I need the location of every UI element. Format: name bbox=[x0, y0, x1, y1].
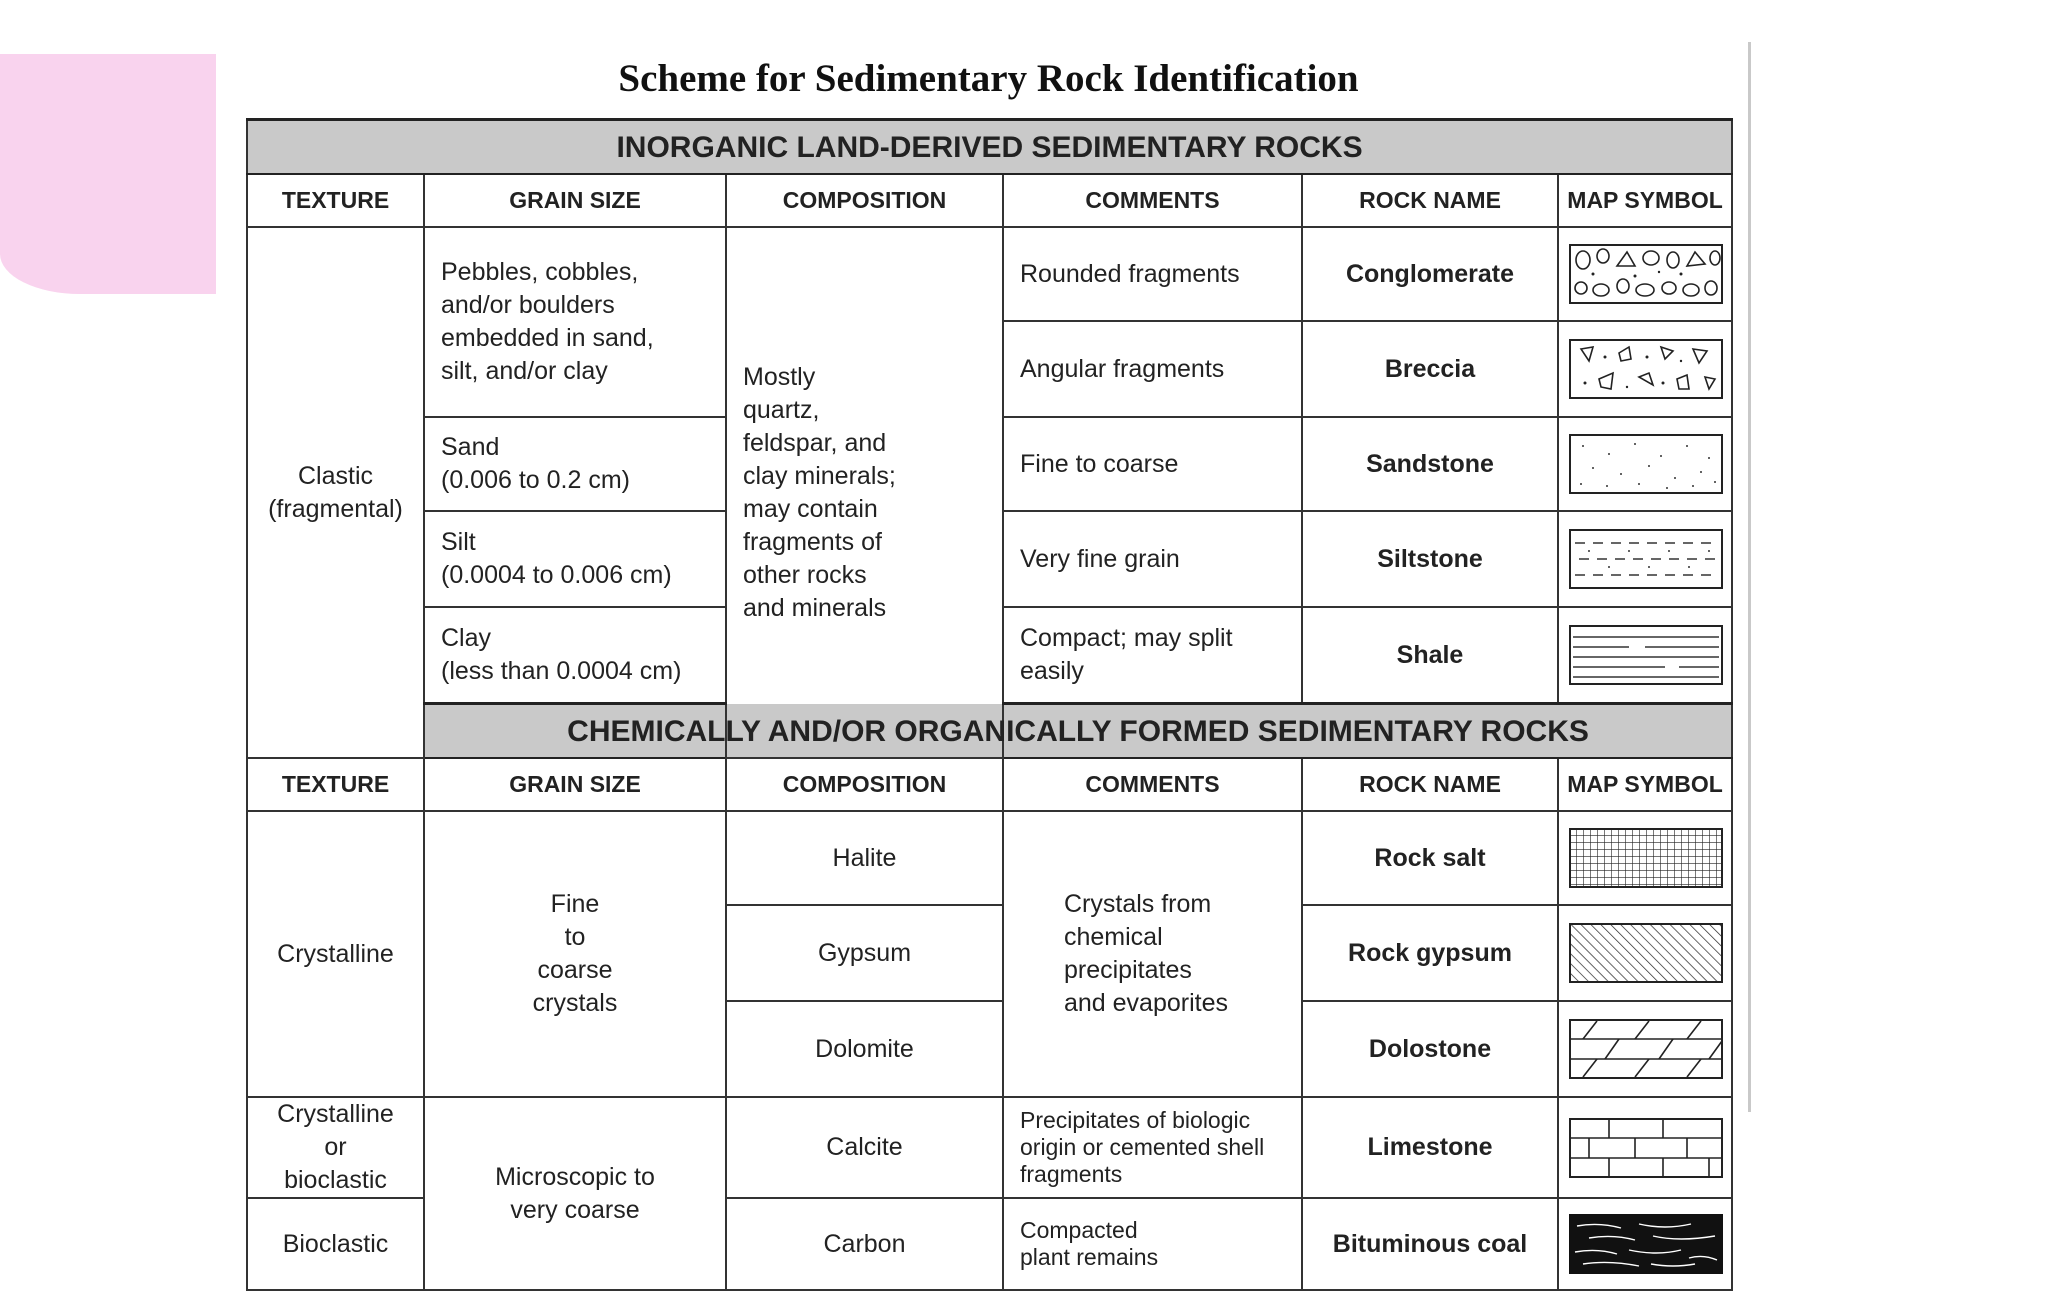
comment-cell: Precipitates of biologic origin or cemented shell fragments bbox=[1003, 1097, 1302, 1198]
texture-cell: Bioclastic bbox=[247, 1198, 424, 1290]
shale-symbol-icon bbox=[1569, 625, 1723, 685]
header-map-symbol: MAP SYMBOL bbox=[1558, 174, 1732, 227]
texture-cell: Crystalline or bioclastic bbox=[247, 1097, 424, 1198]
header-composition: COMPOSITION bbox=[726, 758, 1003, 811]
rock-name-cell: Shale bbox=[1302, 607, 1558, 704]
table-row bbox=[247, 1097, 1732, 1198]
map-symbol-cell bbox=[1558, 1198, 1732, 1290]
header-comments: COMMENTS bbox=[1003, 758, 1302, 811]
header-grain-size: GRAIN SIZE bbox=[424, 758, 726, 811]
map-symbol-cell bbox=[1558, 1097, 1732, 1198]
rock-identification-table bbox=[246, 118, 1733, 1291]
comment-cell: Crystals from chemical precipitates and evaporites bbox=[1003, 811, 1302, 1097]
composition-cell: Carbon bbox=[726, 1198, 1003, 1290]
header-texture: TEXTURE bbox=[247, 758, 424, 811]
comment-cell: Angular fragments bbox=[1003, 321, 1302, 417]
table-row bbox=[247, 811, 1732, 905]
comment-cell: Very fine grain bbox=[1003, 511, 1302, 607]
grain-size-cell: Pebbles, cobbles, and/or boulders embedded in sand, silt, and/or clay bbox=[424, 227, 726, 417]
texture-cell: Crystalline bbox=[247, 811, 424, 1097]
decorative-pink-shape bbox=[0, 54, 216, 294]
coal-symbol-icon bbox=[1569, 1214, 1723, 1274]
composition-cell: Gypsum bbox=[726, 905, 1003, 1001]
column-header-row bbox=[247, 758, 1732, 811]
dolostone-symbol-icon bbox=[1569, 1019, 1723, 1079]
chemical-section-title: CHEMICALLY AND/OR ORGANICALLY FORMED SEDIMENTARY ROCKS bbox=[424, 704, 1732, 759]
rock-name-cell: Limestone bbox=[1302, 1097, 1558, 1198]
header-texture: TEXTURE bbox=[247, 174, 424, 227]
header-rock-name: ROCK NAME bbox=[1302, 758, 1558, 811]
rock-name-cell: Dolostone bbox=[1302, 1001, 1558, 1097]
page-title: Scheme for Sedimentary Rock Identification bbox=[618, 57, 1359, 100]
header-grain-size: GRAIN SIZE bbox=[424, 174, 726, 227]
header-rock-name: ROCK NAME bbox=[1302, 174, 1558, 227]
map-symbol-cell bbox=[1558, 417, 1732, 511]
rock-salt-symbol-icon bbox=[1569, 828, 1723, 888]
texture-cell: Clastic (fragmental) bbox=[247, 227, 424, 758]
header-comments: COMMENTS bbox=[1003, 174, 1302, 227]
rock-name-cell: Siltstone bbox=[1302, 511, 1558, 607]
column-header-row bbox=[247, 174, 1732, 227]
comment-cell: Compact; may split easily bbox=[1003, 607, 1302, 704]
grain-size-cell: Microscopic to very coarse bbox=[424, 1097, 726, 1290]
composition-cell: Dolomite bbox=[726, 1001, 1003, 1097]
table-row bbox=[247, 227, 1732, 321]
rock-gypsum-symbol-icon bbox=[1569, 923, 1723, 983]
comment-cell: Compacted plant remains bbox=[1003, 1198, 1302, 1290]
inorganic-section-title: INORGANIC LAND-DERIVED SEDIMENTARY ROCKS bbox=[247, 120, 1732, 175]
rock-name-cell: Rock salt bbox=[1302, 811, 1558, 905]
grain-size-cell: Sand (0.006 to 0.2 cm) bbox=[424, 417, 726, 511]
siltstone-symbol-icon bbox=[1569, 529, 1723, 589]
slide-divider-line bbox=[1748, 42, 1751, 1112]
rock-name-cell: Rock gypsum bbox=[1302, 905, 1558, 1001]
grain-size-cell: Silt (0.0004 to 0.006 cm) bbox=[424, 511, 726, 607]
map-symbol-cell bbox=[1558, 811, 1732, 905]
composition-cell: Mostly quartz, feldspar, and clay minerals; may contain fragments of other rocks and minerals bbox=[726, 227, 1003, 758]
grain-size-cell: Fine to coarse crystals bbox=[424, 811, 726, 1097]
map-symbol-cell bbox=[1558, 607, 1732, 704]
rock-identification-table-wrapper bbox=[246, 118, 1731, 1270]
section-header-row bbox=[247, 704, 1732, 759]
map-symbol-cell bbox=[1558, 227, 1732, 321]
sandstone-symbol-icon bbox=[1569, 434, 1723, 494]
conglomerate-symbol-icon bbox=[1569, 244, 1723, 304]
rock-name-cell: Conglomerate bbox=[1302, 227, 1558, 321]
header-map-symbol: MAP SYMBOL bbox=[1558, 758, 1732, 811]
map-symbol-cell bbox=[1558, 321, 1732, 417]
composition-cell: Halite bbox=[726, 811, 1003, 905]
rock-name-cell: Sandstone bbox=[1302, 417, 1558, 511]
comment-cell: Rounded fragments bbox=[1003, 227, 1302, 321]
map-symbol-cell bbox=[1558, 511, 1732, 607]
comment-cell: Fine to coarse bbox=[1003, 417, 1302, 511]
grain-size-cell: Clay (less than 0.0004 cm) bbox=[424, 607, 726, 704]
rock-name-cell: Bituminous coal bbox=[1302, 1198, 1558, 1290]
composition-cell: Calcite bbox=[726, 1097, 1003, 1198]
rock-name-cell: Breccia bbox=[1302, 321, 1558, 417]
map-symbol-cell bbox=[1558, 905, 1732, 1001]
section-header-row bbox=[247, 120, 1732, 175]
header-composition: COMPOSITION bbox=[726, 174, 1003, 227]
limestone-symbol-icon bbox=[1569, 1118, 1723, 1178]
map-symbol-cell bbox=[1558, 1001, 1732, 1097]
breccia-symbol-icon bbox=[1569, 339, 1723, 399]
